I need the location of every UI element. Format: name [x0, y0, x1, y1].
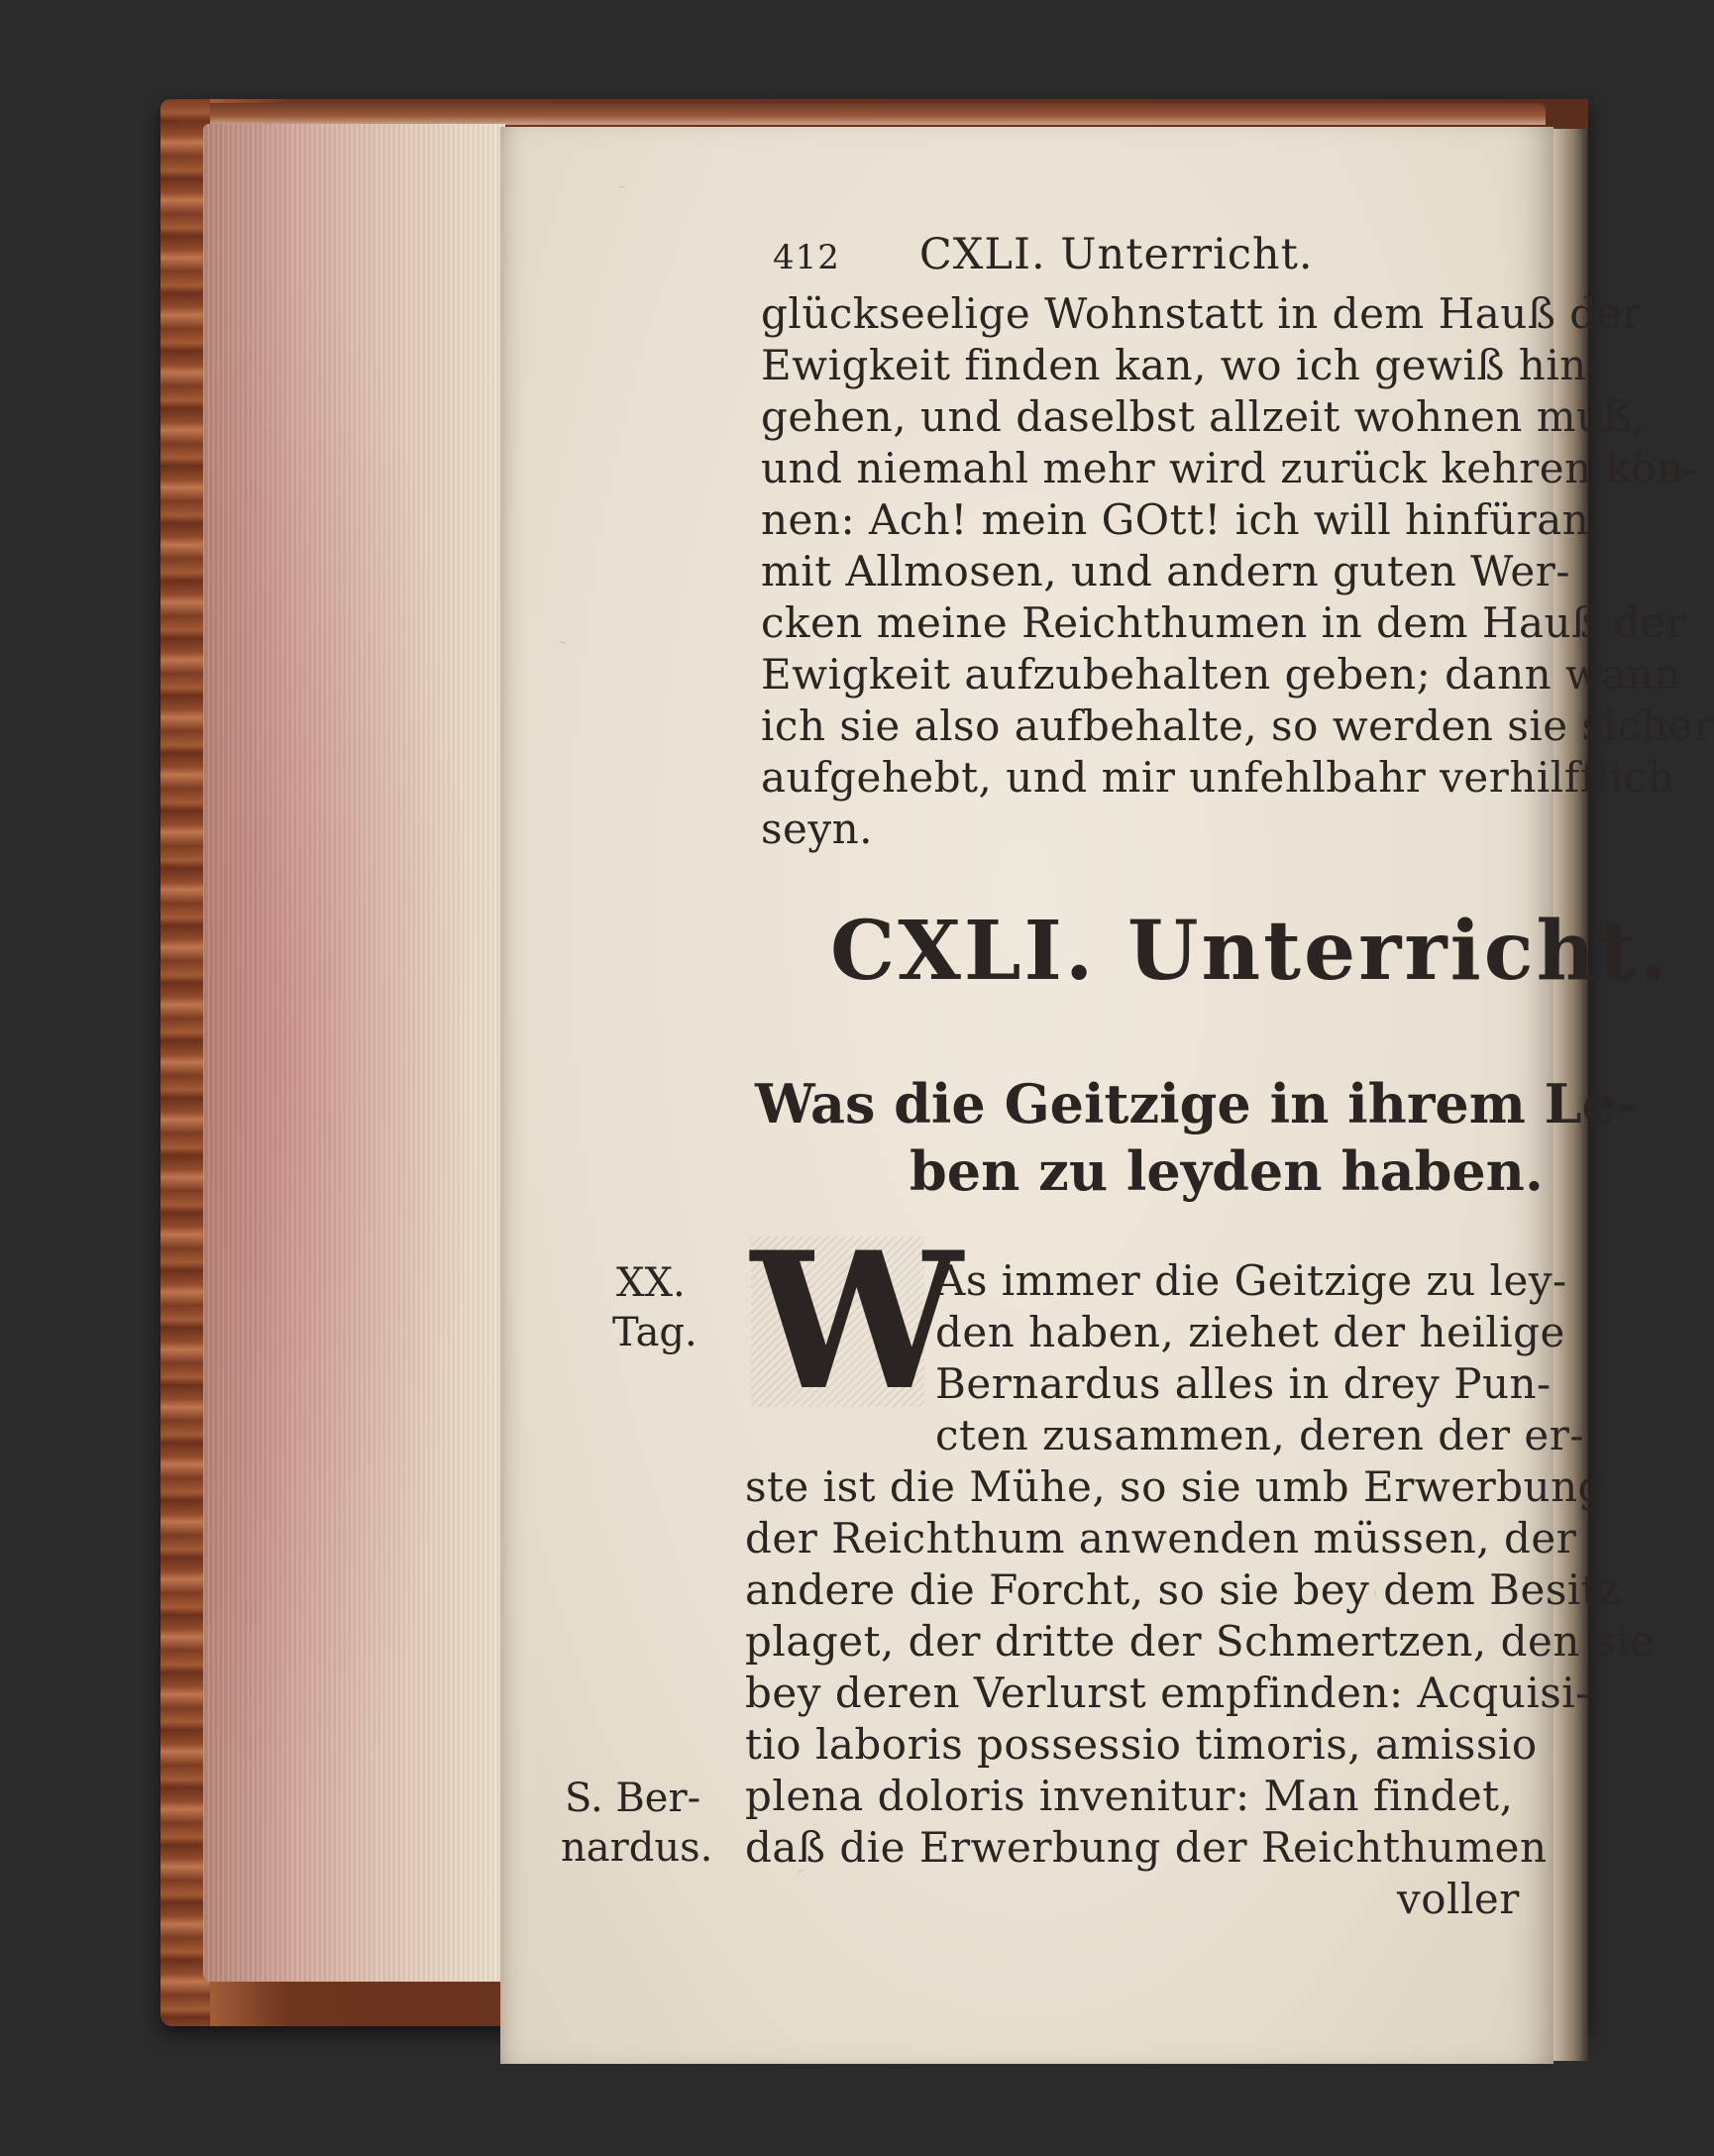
margin-note-source: S. Ber-: [565, 1776, 701, 1821]
text-line: ich sie also aufbehalte, so werden sie sicher: [761, 701, 1714, 750]
margin-note-source: nardus.: [561, 1825, 713, 1871]
text-line: bey deren Verlurst empfinden: Acquisi-: [745, 1669, 1590, 1717]
catchword: voller: [1397, 1875, 1520, 1923]
text-line: plaget, der dritte der Schmertzen, den sie: [745, 1617, 1656, 1666]
text-line: nen: Ach! mein GOtt! ich will hinfüran: [761, 495, 1590, 544]
chapter-title: CXLI. Unterricht.: [830, 904, 1670, 999]
text-line: As immer die Geitzige zu ley-: [935, 1256, 1567, 1305]
margin-note-day: Tag.: [612, 1310, 697, 1355]
chapter-subtitle-line: ben zu leyden haben.: [910, 1139, 1544, 1203]
book-binding-top: [178, 103, 1546, 125]
text-line: Ewigkeit aufzubehalten geben; dann wann: [761, 650, 1682, 699]
text-line: aufgehebt, und mir unfehlbahr verhilfflich: [761, 753, 1675, 802]
page-number: 412: [773, 238, 840, 277]
text-line: daß die Erwerbung der Reichthumen: [745, 1823, 1548, 1872]
text-line: plena doloris invenitur: Man findet,: [745, 1772, 1514, 1820]
text-line: tio laboris possessio timoris, amissio: [745, 1720, 1538, 1769]
text-line: cken meine Reichthumen in dem Hauß der: [761, 598, 1686, 647]
margin-note-day: XX.: [616, 1260, 686, 1306]
chapter-subtitle-line: Was die Geitzige in ihrem Le-: [755, 1072, 1639, 1135]
text-line: cten zusammen, deren der er-: [935, 1411, 1585, 1459]
page-block-edges: [203, 124, 505, 1982]
text-line: andere die Forcht, so sie bey dem Besitz: [745, 1565, 1621, 1614]
text-line: und niemahl mehr wird zurück kehren kön-: [761, 444, 1699, 492]
text-line: seyn.: [761, 805, 874, 853]
text-line: ste ist die Mühe, so sie umb Erwerbung: [745, 1462, 1606, 1511]
text-line: der Reichthum anwenden müssen, der: [745, 1514, 1577, 1563]
text-line: mit Allmosen, und andern guten Wer-: [761, 547, 1571, 595]
text-line: glückseelige Wohnstatt in dem Hauß der: [761, 289, 1643, 338]
running-head: [773, 230, 1314, 279]
text-line: Bernardus alles in drey Pun-: [935, 1359, 1552, 1408]
drop-cap: W: [751, 1211, 963, 1432]
text-line: gehen, und daselbst allzeit wohnen muß,: [761, 392, 1647, 441]
running-head-title: CXLI. Unterricht.: [918, 230, 1314, 279]
text-line: Ewigkeit finden kan, wo ich gewiß hin-: [761, 341, 1602, 389]
text-line: den haben, ziehet der heilige: [935, 1308, 1565, 1356]
